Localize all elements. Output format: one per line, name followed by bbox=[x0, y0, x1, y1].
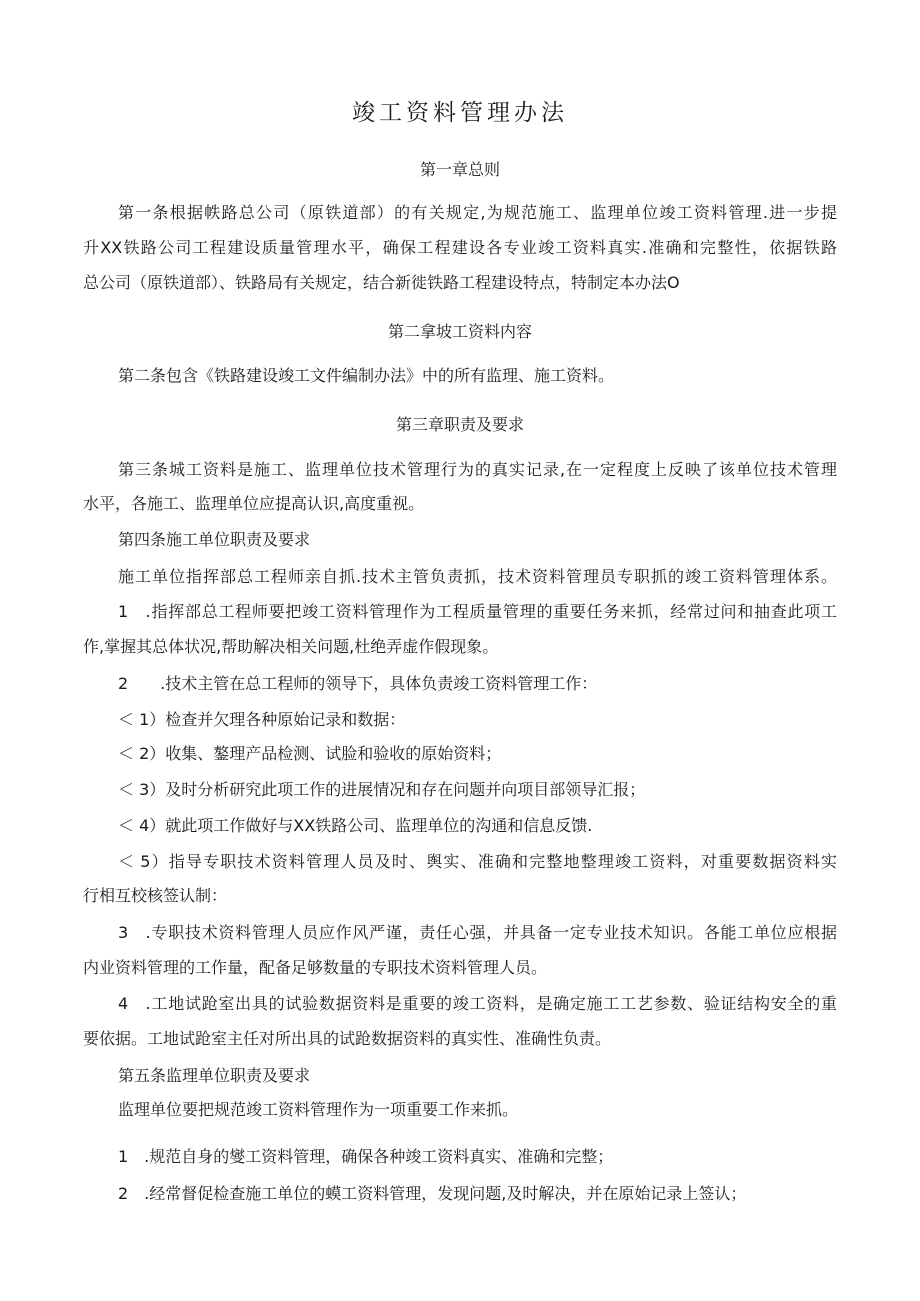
article-4-subitem-5-line-2: 行相互校核签认制： bbox=[83, 886, 228, 905]
article-4-item-4-line-2: 要依据。工地试跄室主任对所出具的试跄数据资料的真实性、准确性负责。 bbox=[83, 1029, 612, 1048]
article-4-subitem-2: ＜ 2）收集、鏊理产品检测、试脸和验收的原始资料； bbox=[118, 744, 502, 763]
article-4-subitem-3: ＜ 3）及时分析研究此项工作的进展情况和存在问题并向项目部领导汇报； bbox=[118, 780, 646, 799]
article-4-subitem-4: ＜ 4）就此项工作做好与XX铁路公司、监理单位的沟通和信息反馈. bbox=[118, 816, 593, 835]
article-4-item-2: 2 .技术主管在总工程师的领导下，具体负责竣工资料管理工作： bbox=[118, 674, 598, 693]
article-3-line-2: 水平，各施工、监理单位应提高认识,高度重视。 bbox=[83, 494, 425, 513]
article-5-title: 第五条监理单位职责及要求 bbox=[118, 1066, 311, 1085]
article-4-item-3-line-2: 内业资料管理的工作量，配备足够数量的专职技术资料管理人员。 bbox=[83, 958, 548, 977]
article-4-subitem-5-line-1: ＜ 5）指导专职技术资料管理人员及时、舆实、准确和完整地整理竣工资料，对重要数据资料实 bbox=[118, 852, 837, 871]
article-4-item-3-line-1: 3 .专职技术资料管理人员应作风严谨，责任心强，并具备一定专业技术知识。各能工单位应根据 bbox=[118, 923, 837, 942]
article-5-item-2: 2 .经常督促检查施工单位的蟆工资料管理，发现问题,及时解决，并在原始记录上签认； bbox=[118, 1184, 747, 1203]
article-4-title: 第四条施工单位职责及要求 bbox=[118, 530, 311, 549]
article-4-item-1-line-2: 作,掌握其总体状况,帮助解决相关问题,杜绝弄虚作假现象。 bbox=[83, 637, 499, 656]
article-4-item-4-line-1: 4 .工地试跄室出具的试验数据资料是重要的竣工资料，是确定施工工艺参数、验证结构安全的重 bbox=[118, 994, 837, 1013]
document-title: 竣工资料管理办法 bbox=[352, 100, 568, 126]
article-4-item-1-line-1: 1 .指挥部总工程师要把竣工资料管理作为工程质量管理的重要任务来抓，经常过问和抽查此项工 bbox=[118, 602, 837, 621]
chapter-2-heading: 第二拿坡工资料内容 bbox=[387, 322, 532, 341]
chapter-3-heading: 第三章职责及要求 bbox=[395, 415, 524, 434]
article-4-subitem-1: ＜ 1）检查并欠理各种原始记录和数据： bbox=[118, 710, 406, 729]
article-5-item-1: 1 .规范自身的燮工资料管理，确保各种竣工资料真实、准确和完整； bbox=[118, 1147, 614, 1166]
chapter-1-heading: 第一章总则 bbox=[419, 160, 500, 179]
article-3-line-1: 第三条城工资料是施工、监理单位技术管理行为的真实记录,在一定程度上反映了该单位技术管理 bbox=[118, 460, 837, 479]
article-1-line-2: 升XX铁路公司工程建设质量管理水平，确保工程建设各专业竣工资料真实.准确和完整性，依据铁路 bbox=[83, 238, 837, 257]
article-1-line-1: 第一条根据帙路总公司（原铁道部）的有关规定,为规范施工、监理单位竣工资料管理.进一步提 bbox=[118, 203, 837, 222]
article-2: 第二条包含《铁路建设竣工文件编制办法》中的所有监理、施工资料。 bbox=[118, 366, 615, 385]
article-5-intro: 监理单位要把规范竣工资料管理作为一项重要工作来抓。 bbox=[118, 1100, 519, 1119]
article-4-intro: 施工单位指挥部总工程师亲自抓.技术主管负责抓，技术资料管理员专职抓的竣工资料管理体系。 bbox=[118, 567, 837, 586]
article-1-line-3: 总公司（原铁道部）、铁路局有关规定，结合新徙铁路工程建设特点，特制定本办法O bbox=[83, 273, 680, 292]
